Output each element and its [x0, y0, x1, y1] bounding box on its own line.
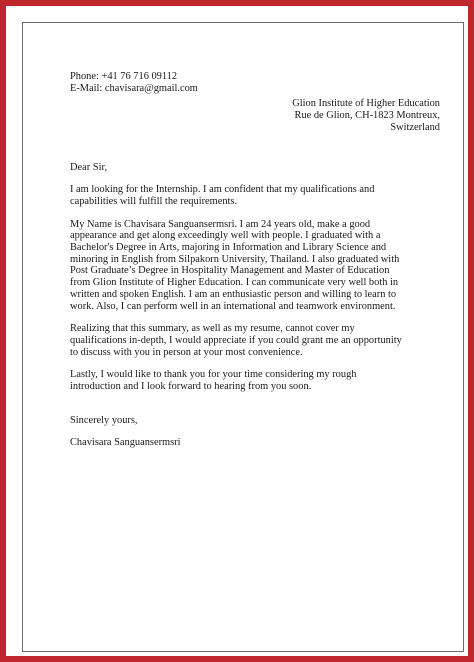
sender-email-line	[70, 83, 440, 95]
complimentary-close	[70, 415, 440, 427]
paragraph-line: Bachelor's Degree in Arts, majoring in Information and Library Science and	[70, 242, 387, 254]
cover-letter	[70, 71, 440, 449]
paragraph-background	[70, 219, 440, 313]
paragraph-line: appearance and get along exceedingly well with people. I graduated with a	[70, 230, 381, 242]
paragraph-line: capabilities will fulfill the requirements.	[70, 195, 238, 207]
salutation-text: Dear Sir,	[70, 161, 108, 173]
recipient-line: Rue de Glion, CH-1823 Montreux,	[294, 110, 440, 122]
paragraph-line: Post Graduate’s Degree in Hospitality Management and Master of Education	[70, 265, 390, 277]
recipient-line: Glion Institute of Higher Education	[292, 98, 440, 110]
closing-text: Sincerely yours,	[70, 414, 138, 426]
paragraph-request	[70, 323, 440, 358]
salutation	[70, 162, 440, 174]
sender-email-label: E-Mail:	[70, 82, 105, 94]
paragraph-line: work. Also, I can perform well in an international and teamwork environment.	[70, 300, 396, 312]
paragraph-line: Realizing that this summary, as well as my resume, cannot cover my	[70, 323, 355, 335]
paragraph-line: introduction and I look forward to hearing from you soon.	[70, 381, 312, 393]
paragraph-line: minoring in English from Silpakorn University, Thailand. I also graduated with	[70, 253, 400, 265]
paragraph-line: Lastly, I would like to thank you for your time considering my rough	[70, 369, 357, 381]
paragraph-line: I am looking for the Internship. I am confident that my qualifications and	[70, 184, 375, 196]
signature-text: Chavisara Sanguansermsri	[70, 437, 181, 449]
paragraph-line: qualifications in-depth, I would appreciate if you could grant me an opportunity	[70, 334, 402, 346]
sender-phone: Phone: +41 76 716 09112	[70, 71, 178, 82]
paragraph-intro	[70, 184, 440, 207]
paragraph-thanks	[70, 369, 440, 392]
signature-name	[70, 437, 440, 449]
paragraph-line: My Name is Chavisara Sanguansermsri. I am 24 years old, make a good	[70, 218, 371, 230]
paragraph-line: from Glion Institute of Higher Education. I can communicate very well both in	[70, 277, 399, 289]
paragraph-line: to discuss with you in person at your most convenience.	[70, 346, 303, 358]
recipient-address	[70, 98, 440, 133]
paragraph-line: written and spoken English. I am an enthusiastic person and willing to learn to	[70, 288, 397, 300]
sender-email: chavisara@gmail.com	[104, 82, 198, 94]
recipient-line: Switzerland	[390, 121, 440, 133]
sender-block	[70, 71, 440, 94]
